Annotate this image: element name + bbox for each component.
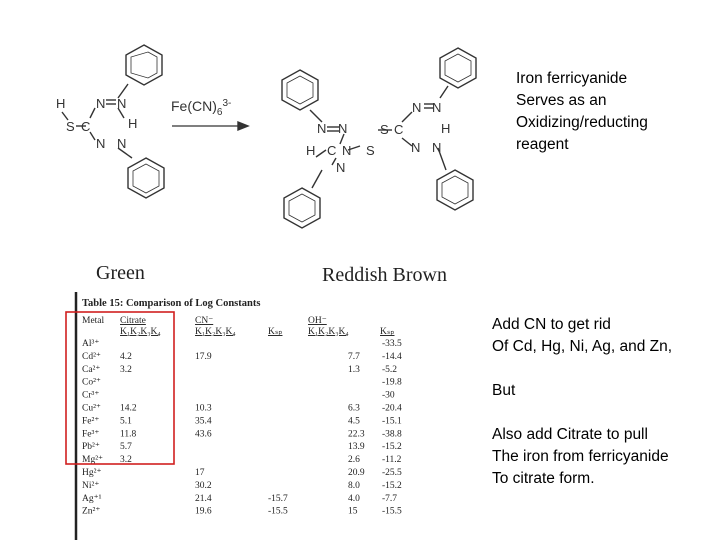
svg-text:Fe(CN)63-: $Fe(CN)_6^{3-}$ [171, 98, 232, 118]
svg-text:N: N [338, 121, 348, 136]
svg-text:N: N [411, 140, 421, 155]
table-title: Table 15: Comparison of Log Constants [82, 298, 261, 309]
svg-text:N: N [412, 100, 422, 115]
table-header: CN⁻ [195, 316, 214, 326]
table-cell-cn: 21.4 [195, 493, 212, 504]
table-cell-ksp2: -30 [382, 390, 395, 401]
table-cell-ksp2: -19.8 [382, 377, 402, 388]
svg-text:N: N [336, 160, 346, 175]
table-cell-oh: 4.0 [348, 493, 360, 504]
table-cell-metal: Al³⁺ [82, 339, 100, 349]
table-cell-ksp2: -11.2 [382, 455, 402, 466]
table-subheader: K₁K₂K₃K₄ [308, 327, 349, 337]
svg-text:N: N [96, 96, 106, 111]
table-cell-metal: Pb²⁺ [82, 442, 100, 453]
table-cell-ksp2: -38.8 [382, 429, 402, 440]
table-cell-cn: 17.9 [195, 351, 212, 362]
svg-text:H: H [441, 121, 451, 136]
table-cell-metal: Cd²⁺ [82, 351, 101, 362]
note-cn-citrate: Add CN to get rid Of Cd, Hg, Ni, Ag, and Zn, But Also add Citrate to pull The iron from ferricyanide To citrate form. [492, 316, 673, 487]
table-cell-citrate: 14.2 [120, 403, 137, 414]
table-cell-ksp1: -15.5 [268, 506, 288, 517]
table-cell-metal: Hg²⁺ [82, 468, 102, 478]
svg-text:N: N [96, 136, 106, 151]
table-cell-metal: Fe²⁺ [82, 416, 100, 427]
label-reddish-brown: Reddish Brown [322, 264, 447, 286]
svg-text:N: N [432, 140, 442, 155]
svg-text:N: N [117, 136, 127, 151]
table-cell-metal: Co²⁺ [82, 377, 101, 388]
table-cell-citrate: 11.8 [120, 429, 137, 440]
table-subheader: K₁K₂K₃K₄ [120, 327, 161, 337]
table-cell-ksp2: -15.2 [382, 442, 402, 453]
table-cell-oh: 2.6 [348, 455, 360, 466]
table-cell-cn: 43.6 [195, 429, 212, 440]
table-subheader: Kₛₚ [268, 327, 283, 337]
table-cell-cn: 35.4 [195, 416, 212, 427]
table-cell-ksp2: -7.7 [382, 493, 398, 504]
table-cell-cn: 17 [195, 468, 205, 478]
svg-text:C: C [394, 122, 404, 137]
reaction-scheme [0, 0, 500, 260]
table-cell-oh: 7.7 [348, 351, 360, 362]
svg-text:H: H [306, 143, 316, 158]
table-cell-ksp2: -20.4 [382, 403, 402, 414]
svg-text:N: N [432, 100, 442, 115]
svg-text:N: N [117, 96, 127, 111]
svg-text:N: N [342, 143, 352, 158]
table-cell-ksp2: -33.5 [382, 339, 402, 349]
table-cell-oh: 15 [348, 506, 358, 517]
table-cell-citrate: 3.2 [120, 455, 132, 466]
svg-text:C: C [81, 119, 91, 134]
table-cell-cn: 19.6 [195, 506, 212, 517]
table-cell-metal: Ag⁺¹ [82, 493, 102, 504]
table-cell-citrate: 3.2 [120, 364, 132, 375]
svg-text:S: S [66, 119, 75, 134]
log-constants-table [60, 290, 425, 540]
table-header: Metal [82, 316, 105, 326]
svg-text:N: N [317, 121, 327, 136]
table-cell-metal: Ni²⁺ [82, 480, 100, 491]
table-cell-ksp2: -14.4 [382, 351, 402, 362]
table-cell-oh: 6.3 [348, 403, 360, 414]
table-cell-ksp2: -5.2 [382, 364, 398, 375]
table-cell-citrate: 4.2 [120, 351, 132, 362]
note-oxidizing-reagent: Iron ferricyanide Serves as an Oxidizing/reducting reagent [516, 70, 648, 153]
table-header: OH⁻ [308, 316, 327, 326]
table-cell-oh: 22.3 [348, 429, 365, 440]
table-cell-ksp1: -15.7 [268, 493, 288, 504]
table-cell-metal: Fe³⁺ [82, 429, 100, 440]
table-cell-metal: Cu²⁺ [82, 403, 101, 414]
table-cell-metal: Mg²⁺ [82, 455, 104, 466]
table-cell-metal: Zn²⁺ [82, 506, 101, 517]
table-subheader: Kₛₚ [380, 327, 395, 337]
svg-text:S: S [380, 122, 389, 137]
table-cell-ksp2: -15.5 [382, 506, 402, 517]
table-cell-oh: 1.3 [348, 364, 360, 375]
table-cell-metal: Ca²⁺ [82, 364, 101, 375]
table-header: Citrate [120, 316, 146, 326]
table-subheader: K₁K₂K₃K₄ [195, 327, 236, 337]
table-cell-metal: Cr³⁺ [82, 390, 100, 401]
table-cell-oh: 20.9 [348, 468, 365, 478]
table-cell-cn: 30.2 [195, 480, 212, 491]
svg-text:H: H [56, 96, 66, 111]
table-cell-ksp2: -15.1 [382, 416, 402, 427]
table-cell-cn: 10.3 [195, 403, 212, 414]
table-cell-oh: 13.9 [348, 442, 365, 453]
table-cell-oh: 4.5 [348, 416, 360, 427]
table-cell-ksp2: -15.2 [382, 480, 402, 491]
svg-text:H: H [128, 116, 138, 131]
table-cell-oh: 8.0 [348, 480, 360, 491]
table-cell-citrate: 5.1 [120, 416, 132, 427]
table-cell-citrate: 5.7 [120, 442, 132, 453]
svg-text:C: C [327, 143, 337, 158]
table-cell-ksp2: -25.5 [382, 468, 402, 478]
svg-text:S: S [366, 143, 375, 158]
label-green: Green [96, 262, 145, 284]
